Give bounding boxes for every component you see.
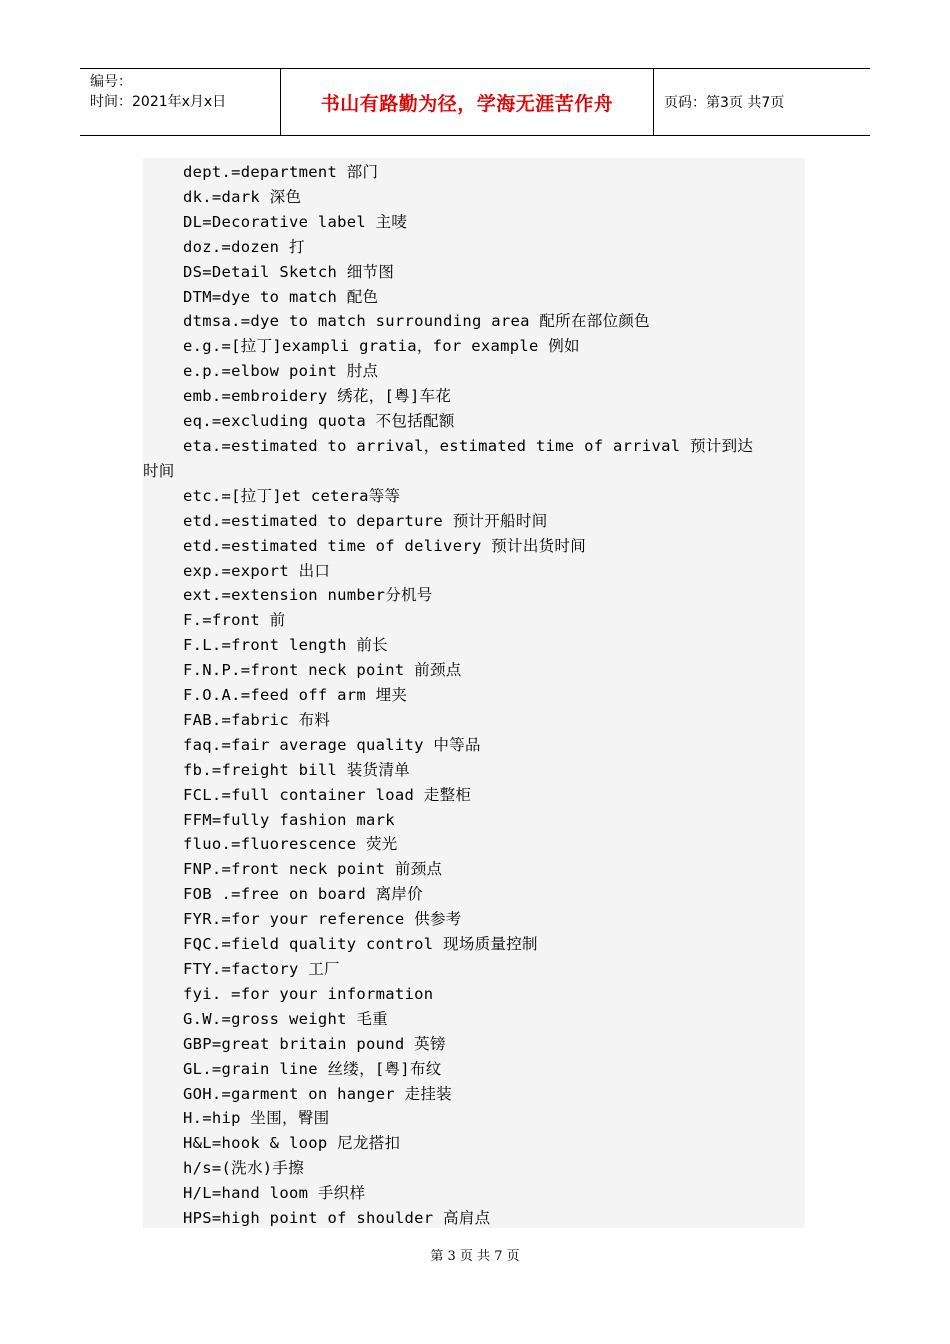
glossary-line: FYR.=for your reference 供参考 <box>183 910 462 929</box>
glossary-line: FTY.=factory 工厂 <box>183 960 340 978</box>
glossary-line: fyi. =for your information <box>183 984 434 1003</box>
glossary-line: FCL.=full container load 走整柜 <box>183 785 472 804</box>
glossary-line: 时间 <box>143 461 175 480</box>
time-label: 时间：2021年x月x日 <box>90 94 227 110</box>
glossary-line: FNP.=front neck point 前颈点 <box>183 860 443 879</box>
glossary-line: F.O.A.=feed off arm 埋夹 <box>183 686 408 705</box>
page-footer: 第 3 页 共 7 页 <box>430 1249 520 1264</box>
glossary-line: H.=hip 坐围，臀围 <box>183 1109 330 1128</box>
glossary-line: GBP=great britain pound 英镑 <box>183 1034 446 1053</box>
glossary-line: eta.=estimated to arrival，estimated time of arrival 预计到达 <box>183 436 754 455</box>
glossary-line: dtmsa.=dye to match surrounding area 配所在部位颜色 <box>183 312 650 331</box>
glossary-line: e.g.=[拉丁]exampli gratia，for example 例如 <box>183 337 580 356</box>
header-meta <box>80 69 281 135</box>
glossary-line: fb.=freight bill 装货清单 <box>183 760 410 779</box>
glossary-line: etd.=estimated to departure 预计开船时间 <box>183 511 548 530</box>
glossary-line: faq.=fair average quality 中等品 <box>183 735 481 754</box>
glossary-line: ext.=extension number分机号 <box>183 586 433 605</box>
glossary-line: etc.=[拉丁]et cetera等等 <box>183 486 401 505</box>
glossary-line: FFM=fully fashion mark <box>183 810 395 829</box>
glossary-line: FOB .=free on board 离岸价 <box>183 885 424 904</box>
glossary-line: dk.=dark 深色 <box>183 187 302 206</box>
glossary-line: FAB.=fabric 布料 <box>183 710 331 729</box>
glossary-line: F.L.=front length 前长 <box>183 636 388 655</box>
glossary-line: DS=Detail Sketch 细节图 <box>183 262 395 281</box>
glossary-line: e.p.=elbow point 肘点 <box>183 362 379 381</box>
header-slogan: 书山有路勤为径，学海无涯苦作舟 <box>320 92 614 115</box>
glossary-line: emb.=embroidery 绣花，[粤]车花 <box>183 387 452 406</box>
glossary-line: DTM=dye to match 配色 <box>183 287 379 306</box>
glossary-line: GOH.=garment on hanger 走挂装 <box>183 1084 452 1103</box>
glossary-content <box>143 158 805 1228</box>
glossary-line: GL.=grain line 丝缕，[粤]布纹 <box>183 1059 442 1078</box>
glossary-line: H&L=hook & loop 尼龙搭扣 <box>183 1134 401 1153</box>
glossary-line: F.N.P.=front neck point 前颈点 <box>183 661 462 680</box>
number-label: 编号： <box>90 74 132 90</box>
glossary-lines <box>143 158 805 1228</box>
page-header <box>80 68 870 136</box>
glossary-line: HPS=high point of shoulder 高肩点 <box>183 1209 491 1228</box>
glossary-line: G.W.=gross weight 毛重 <box>183 1009 388 1028</box>
glossary-line: exp.=export 出口 <box>183 561 331 580</box>
glossary-line: etd.=estimated time of delivery 预计出货时间 <box>183 536 587 555</box>
header-slogan-cell <box>281 69 654 135</box>
glossary-line: fluo.=fluorescence 荧光 <box>183 835 398 854</box>
glossary-line: H/L=hand loom 手织样 <box>183 1184 366 1203</box>
glossary-line: DL=Decorative label 主唛 <box>183 212 408 231</box>
glossary-line: eq.=excluding quota 不包括配额 <box>183 412 455 431</box>
glossary-line: h/s=(洗水)手擦 <box>183 1159 304 1178</box>
glossary-line: doz.=dozen 打 <box>183 237 305 256</box>
header-page-info: 页码：第3页 共7页 <box>664 95 785 111</box>
glossary-line: F.=front 前 <box>183 611 286 630</box>
glossary-line: dept.=department 部门 <box>183 163 379 181</box>
glossary-line: FQC.=field quality control 现场质量控制 <box>183 935 538 954</box>
